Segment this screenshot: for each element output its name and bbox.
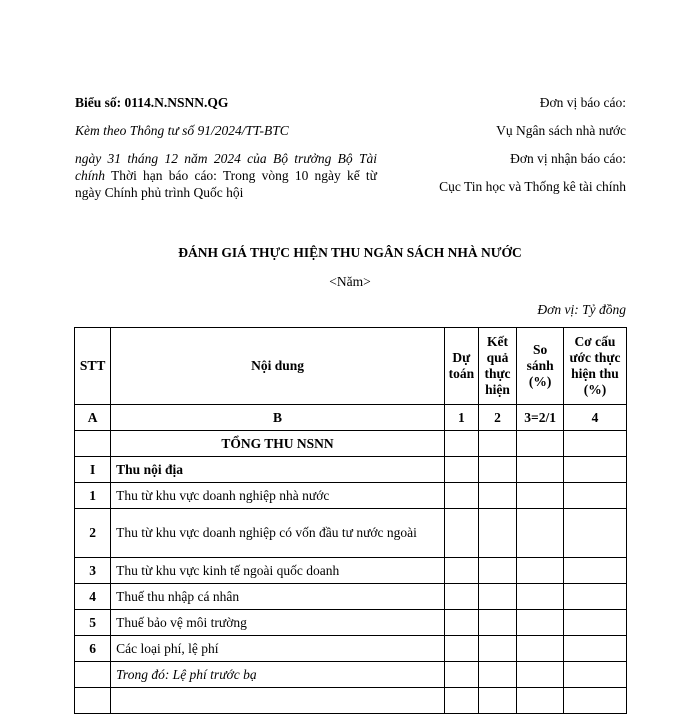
row-stt: 3 [75, 558, 111, 584]
cell-result [478, 662, 517, 688]
cell-result [478, 688, 517, 714]
cell-structure [563, 584, 626, 610]
table-row [75, 688, 627, 714]
cell-structure [563, 457, 626, 483]
header-stt: STT [75, 328, 111, 405]
table-row [75, 584, 627, 610]
cell-estimate [444, 558, 478, 584]
row-stt: 4 [75, 584, 111, 610]
cell-comparison [517, 457, 564, 483]
row-content: Các loại phí, lệ phí [111, 636, 445, 662]
unit-note: Đơn vị: Tỷ đồng [537, 302, 626, 317]
cell-structure [563, 431, 626, 457]
cell-estimate [444, 457, 478, 483]
cell-comparison [517, 636, 564, 662]
reporting-unit: Vụ Ngân sách nhà nước [496, 123, 626, 138]
row-stt: 5 [75, 610, 111, 636]
table-row [75, 483, 627, 509]
document-year: <Năm> [329, 274, 371, 289]
code-cell: 3=2/1 [517, 405, 564, 431]
cell-comparison [517, 662, 564, 688]
header-right [426, 94, 626, 195]
table-header-row [75, 328, 627, 405]
row-content: Thu nội địa [111, 457, 445, 483]
table-row [75, 662, 627, 688]
report-deadline: Thời hạn báo cáo: Trong vòng 10 ngày kể từ ngày Chính phủ trình Quốc hội [75, 168, 377, 200]
cell-result [478, 610, 517, 636]
row-content [111, 688, 445, 714]
cell-estimate [444, 584, 478, 610]
cell-comparison [517, 431, 564, 457]
header-estimate: Dự toán [444, 328, 478, 405]
reporting-unit-label: Đơn vị báo cáo: [539, 95, 626, 110]
receiving-unit-label: Đơn vị nhận báo cáo: [510, 151, 626, 166]
row-content: Thu từ khu vực doanh nghiệp nhà nước [111, 483, 445, 509]
row-content: Thu từ khu vực kinh tế ngoài quốc doanh [111, 558, 445, 584]
attached-date: ngày 31 tháng 12 năm 2024 của Bộ trưởng Bộ Tài chính [75, 151, 377, 183]
row-content: TỔNG THU NSNN [111, 431, 445, 457]
table-row [75, 431, 627, 457]
cell-structure [563, 610, 626, 636]
cell-result [478, 636, 517, 662]
cell-estimate [444, 636, 478, 662]
cell-structure [563, 688, 626, 714]
code-cell: 1 [444, 405, 478, 431]
receiving-unit: Cục Tin học và Thống kê tài chính [439, 179, 626, 194]
table-row [75, 610, 627, 636]
attached-and-deadline [75, 150, 377, 201]
row-content: Thuế thu nhập cá nhân [111, 584, 445, 610]
row-stt: 6 [75, 636, 111, 662]
document-title: ĐÁNH GIÁ THỰC HIỆN THU NGÂN SÁCH NHÀ NƯỚC [178, 245, 522, 260]
table-code-row [75, 405, 627, 431]
attached-circular: Kèm theo Thông tư số 91/2024/TT-BTC [75, 123, 289, 138]
header-structure: Cơ cấu ước thực hiện thu (%) [563, 328, 626, 405]
cell-result [478, 584, 517, 610]
cell-estimate [444, 662, 478, 688]
cell-estimate [444, 509, 478, 558]
table-row [75, 558, 627, 584]
row-stt: 2 [75, 509, 111, 558]
table-row [75, 509, 627, 558]
cell-comparison [517, 688, 564, 714]
cell-estimate [444, 483, 478, 509]
cell-comparison [517, 610, 564, 636]
code-cell: A [75, 405, 111, 431]
row-content: Thu từ khu vực doanh nghiệp có vốn đầu tư nước ngoài [111, 509, 445, 558]
code-cell: 4 [563, 405, 626, 431]
cell-estimate [444, 610, 478, 636]
cell-result [478, 558, 517, 584]
header-content: Nội dung [111, 328, 445, 405]
table-row [75, 636, 627, 662]
row-stt [75, 688, 111, 714]
cell-result [478, 457, 517, 483]
cell-structure [563, 636, 626, 662]
revenue-table [74, 327, 627, 714]
row-stt: I [75, 457, 111, 483]
cell-result [478, 431, 517, 457]
cell-comparison [517, 584, 564, 610]
cell-structure [563, 662, 626, 688]
cell-result [478, 483, 517, 509]
cell-estimate [444, 688, 478, 714]
cell-structure [563, 558, 626, 584]
cell-comparison [517, 483, 564, 509]
form-number: Biểu số: 0114.N.NSNN.QG [75, 95, 229, 110]
row-stt [75, 662, 111, 688]
row-stt [75, 431, 111, 457]
row-stt: 1 [75, 483, 111, 509]
code-cell: 2 [478, 405, 517, 431]
header-result: Kết quả thực hiện [478, 328, 517, 405]
cell-estimate [444, 431, 478, 457]
row-content: Thuế bảo vệ môi trường [111, 610, 445, 636]
code-cell: B [111, 405, 445, 431]
cell-comparison [517, 509, 564, 558]
cell-structure [563, 483, 626, 509]
table-row [75, 457, 627, 483]
cell-structure [563, 509, 626, 558]
header-comparison: So sánh (%) [517, 328, 564, 405]
row-content: Trong đó: Lệ phí trước bạ [111, 662, 445, 688]
cell-comparison [517, 558, 564, 584]
cell-result [478, 509, 517, 558]
header-left [75, 94, 377, 201]
